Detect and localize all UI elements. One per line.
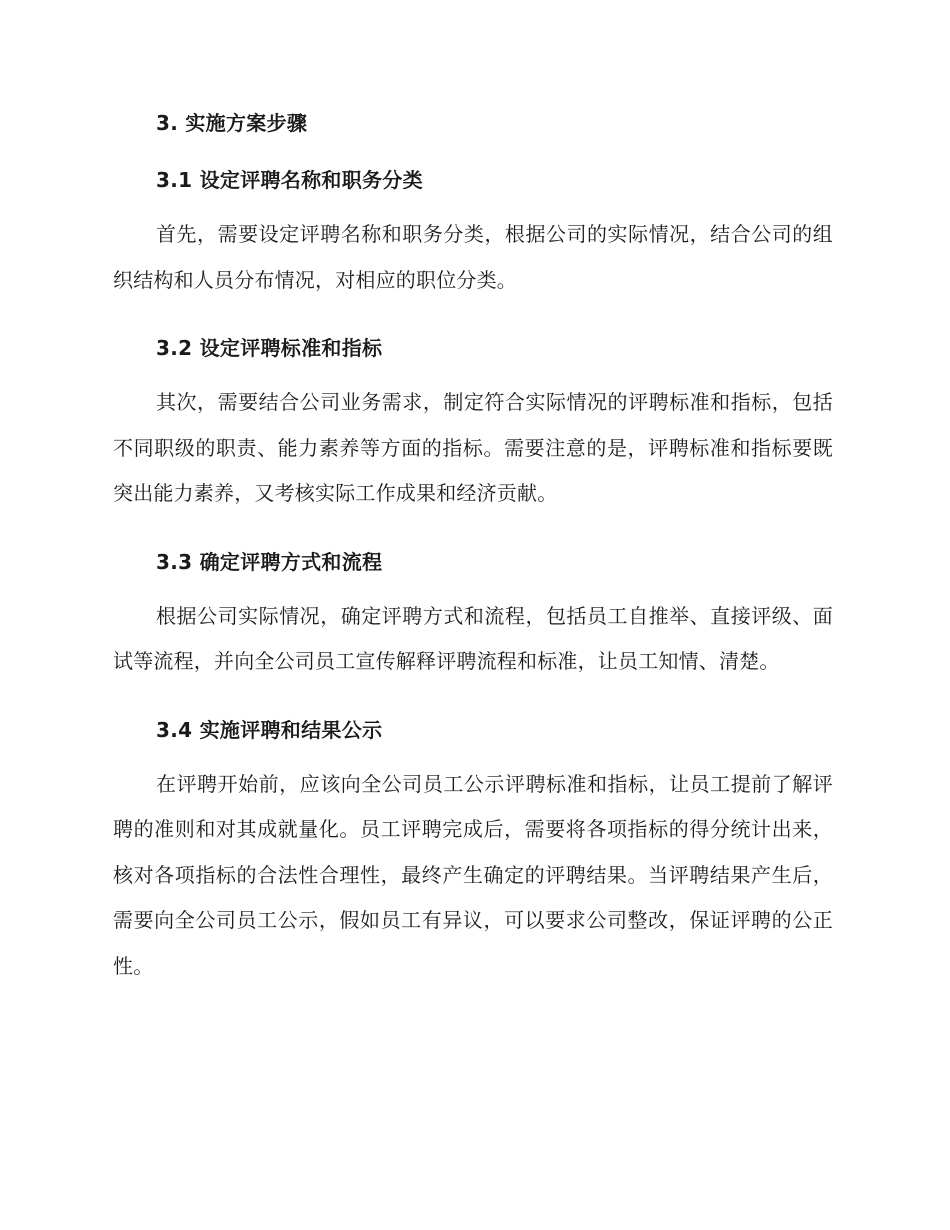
subsection-body-3-2: 其次，需要结合公司业务需求，制定符合实际情况的评聘标准和指标，包括不同职级的职责、能力素养等方面的指标。需要注意的是，评聘标准和指标要既突出能力素养，又考核实际工作成果和经济贡献。 [113, 390, 833, 505]
subsection-heading-3-2: 3.2 设定评聘标准和指标 [156, 336, 383, 360]
section-title: 3. 实施方案步骤 [156, 111, 308, 135]
subsection-heading-3-3: 3.3 确定评聘方式和流程 [156, 549, 383, 574]
document-page [113, 110, 833, 989]
subsection-heading-3-4: 3.4 实施评聘和结果公示 [156, 717, 383, 742]
subsection-body-3-1: 首先，需要设定评聘名称和职务分类，根据公司的实际情况，结合公司的组织结构和人员分布情况，对相应的职位分类。 [113, 222, 833, 292]
subsection-body-3-4: 在评聘开始前，应该向全公司员工公示评聘标准和指标，让员工提前了解评聘的准则和对其成就量化。员工评聘完成后，需要将各项指标的得分统计出来，核对各项指标的合法性合理性，最终产生确定的评聘结果。当评聘结果产生后，需要向全公司员工公示，假如员工有异议，可以要求公司整改，保证评聘的公正性。 [113, 771, 833, 978]
subsection-body-3-3: 根据公司实际情况，确定评聘方式和流程，包括员工自推举、直接评级、面试等流程，并向全公司员工宣传解释评聘流程和标准，让员工知情、清楚。 [113, 603, 833, 673]
subsection-heading-3-1: 3.1 设定评聘名称和职务分类 [156, 168, 423, 192]
